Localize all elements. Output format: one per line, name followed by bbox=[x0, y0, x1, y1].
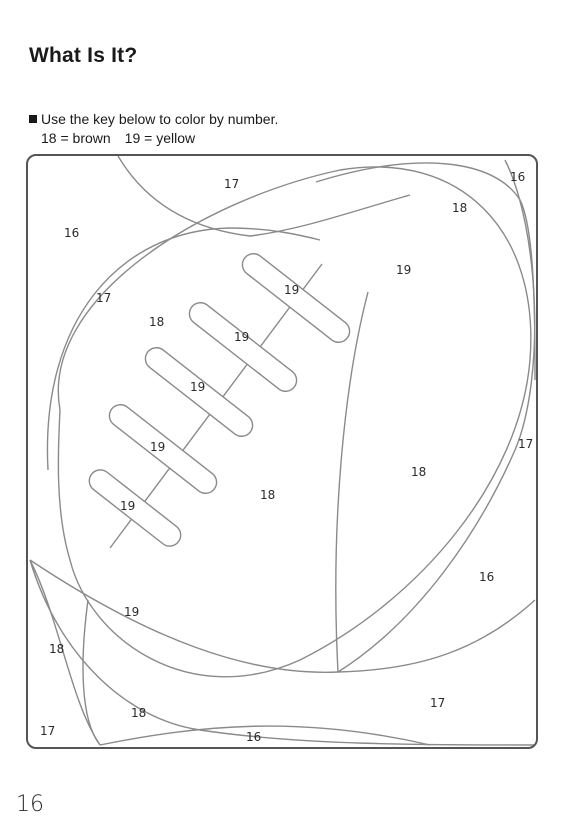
region-label: 17 bbox=[40, 724, 56, 738]
key-yellow: 19 = yellow bbox=[124, 130, 196, 146]
region-label: 18 bbox=[452, 201, 468, 215]
page-title: What Is It? bbox=[29, 44, 138, 67]
left-lobe bbox=[47, 228, 320, 470]
bottom-left-arc bbox=[30, 560, 100, 745]
wave-upper-left bbox=[118, 156, 410, 236]
region-label: 17 bbox=[96, 291, 112, 305]
region-label: 18 bbox=[49, 642, 65, 656]
region-label: 19 bbox=[234, 330, 250, 344]
region-label: 17 bbox=[518, 437, 534, 451]
region-label: 16 bbox=[64, 226, 80, 240]
region-label: 18 bbox=[260, 488, 276, 502]
instruction-text: Use the key below to color by number. bbox=[41, 111, 279, 127]
lace-1 bbox=[238, 249, 354, 346]
region-label: 18 bbox=[149, 315, 165, 329]
region-labels bbox=[40, 170, 533, 744]
region-label: 18 bbox=[411, 465, 427, 479]
drawing-border bbox=[27, 155, 537, 748]
page-number: 16 bbox=[16, 792, 44, 817]
region-label: 19 bbox=[190, 380, 206, 394]
bottom-left-inner-arc bbox=[83, 600, 100, 745]
region-label: 16 bbox=[479, 570, 495, 584]
drawing-lines bbox=[30, 156, 535, 745]
region-label: 17 bbox=[224, 177, 240, 191]
region-label: 19 bbox=[396, 263, 412, 277]
bottom-arc bbox=[100, 726, 430, 745]
region-label: 19 bbox=[124, 605, 140, 619]
region-label: 19 bbox=[284, 283, 300, 297]
region-label: 16 bbox=[246, 730, 262, 744]
bottom-sweep bbox=[30, 560, 535, 745]
wave-upper-right bbox=[316, 163, 535, 380]
region-label: 19 bbox=[150, 440, 166, 454]
region-label: 16 bbox=[510, 170, 526, 184]
key-brown: 18 = brown bbox=[41, 130, 111, 146]
region-label: 17 bbox=[430, 696, 446, 710]
region-label: 18 bbox=[131, 706, 147, 720]
football-seam bbox=[336, 292, 368, 672]
region-label: 19 bbox=[120, 499, 136, 513]
wave-lower bbox=[30, 560, 535, 672]
